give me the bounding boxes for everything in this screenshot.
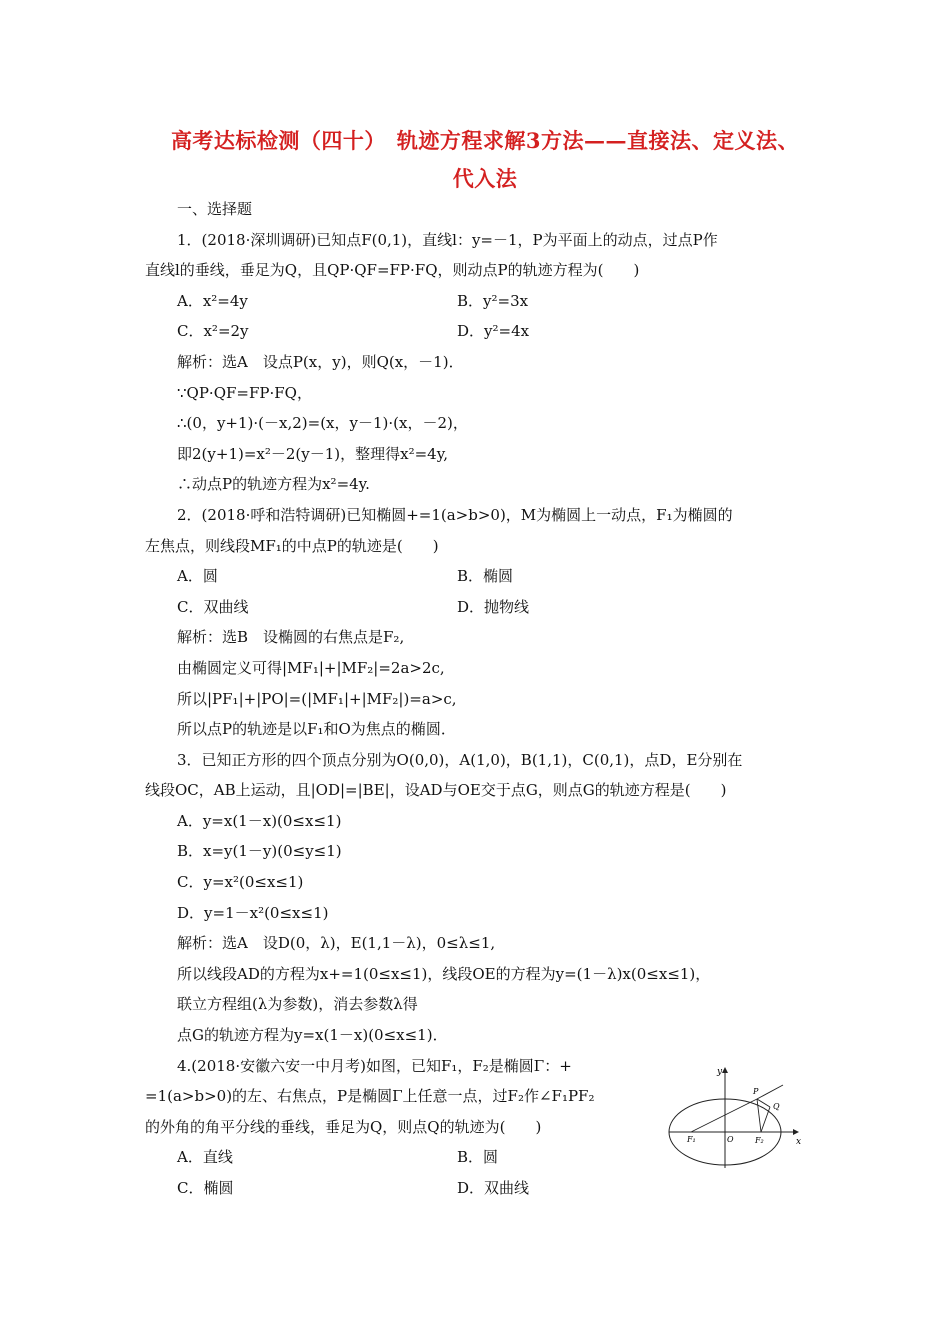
q2-solution-line: 所以|PF₁|+|PO|=(|MF₁|+|MF₂|)=a>c,: [177, 689, 457, 708]
q1-stem-1: 1．(2018·深圳调研)已知点F(0,1)，直线l：y=－1，P为平面上的动点，过点P作: [177, 230, 718, 249]
q3-option-c: C．y=x²(0≤x≤1): [177, 873, 304, 892]
q3-solution-line: 所以线段AD的方程为x+=1(0≤x≤1)，线段OE的方程为y=(1－λ)x(0≤x≤1)，: [177, 964, 711, 983]
q4-options-cd: [145, 1173, 809, 1204]
y-axis-label: y: [717, 1067, 723, 1077]
q4-stem-1: 4.(2018·安徽六安一中月考)如图，已知F₁，F₂是椭圆Γ：+: [177, 1056, 572, 1075]
q2-options-ab: [145, 561, 809, 592]
q1-solution-line: 解析：选A 设点P(x，y)，则Q(x，－1)．: [177, 352, 464, 371]
line-q-f2: [761, 1107, 770, 1132]
origin-label: O: [727, 1135, 734, 1144]
line-f1-p: [691, 1099, 757, 1132]
q3-solution-line: 点G的轨迹方程为y=x(1－x)(0≤x≤1)．: [177, 1026, 448, 1045]
q2-solution-line: 解析：选B 设椭圆的右焦点是F₂,: [177, 628, 405, 647]
q2-solution-line: 由椭圆定义可得|MF₁|+|MF₂|=2a>2c,: [177, 658, 445, 677]
title-line-1: 高考达标检测（四十） 轨迹方程求解3方法——直接法、定义法、: [170, 128, 800, 153]
ellipse-figure: [665, 1062, 805, 1170]
q3-option-d: D．y=1－x²(0≤x≤1): [177, 903, 329, 922]
line-p-extension: [757, 1085, 783, 1099]
q3-stem-1: 3．已知正方形的四个顶点分别为O(0,0)，A(1,0)，B(1,1)，C(0,1)，点D，E分别在: [177, 750, 743, 769]
q1-option-a: A．x²=4y: [177, 291, 248, 310]
q4-stem-2: =1(a>b>0)的左、右焦点，P是椭圆Γ上任意一点，过F₂作∠F₁PF₂: [145, 1087, 595, 1106]
q2-option-a: A．圆: [177, 567, 218, 586]
q3-option-a: A．y=x(1－x)(0≤x≤1): [177, 811, 342, 830]
q-label: Q: [773, 1102, 780, 1111]
q2-option-b: B．椭圆: [457, 567, 514, 586]
q1-solution-line: ∴(0，y+1)·(－x,2)=(x，y－1)·(x，－2)，: [177, 414, 468, 433]
q1-solution-line: ∴动点P的轨迹方程为x²=4y.: [177, 475, 370, 494]
q3-solution-line: 联立方程组(λ为参数)，消去参数λ得: [177, 995, 418, 1014]
q2-options-cd: [145, 592, 809, 623]
section-heading: 一、选择题: [177, 200, 253, 218]
q4-option-d: D．双曲线: [457, 1179, 530, 1197]
x-axis-label: x: [796, 1137, 802, 1147]
p-label: P: [753, 1087, 759, 1096]
q3-solution-line: 解析：选A 设D(0，λ)，E(1,1－λ)，0≤λ≤1,: [177, 934, 496, 953]
q2-stem-2: 左焦点，则线段MF₁的中点P的轨迹是( ): [145, 536, 439, 555]
q4-option-a: A．直线: [177, 1148, 233, 1167]
q1-solution-line: ∵QP·QF=FP·FQ，: [177, 383, 312, 402]
f2-label: F₂: [755, 1136, 764, 1145]
q4-stem-3: 的外角的角平分线的垂线，垂足为Q，则点Q的轨迹为( ): [145, 1117, 542, 1136]
q2-option-c: C．双曲线: [177, 597, 249, 616]
f1-label: F₁: [687, 1135, 696, 1144]
q1-option-c: C．x²=2y: [177, 322, 249, 341]
q3-option-b: B．x=y(1－y)(0≤y≤1): [177, 842, 342, 861]
line-p-f2: [757, 1099, 761, 1132]
q2-solution-line: 所以点P的轨迹是以F₁和O为焦点的椭圆．: [177, 720, 456, 739]
x-axis-arrow: [793, 1129, 799, 1135]
q1-options-ab: [145, 286, 809, 317]
q1-options-cd: [145, 316, 809, 347]
q2-stem-1: 2．(2018·呼和浩特调研)已知椭圆+=1(a>b>0)，M为椭圆上一动点，F₁为椭圆的: [177, 505, 733, 524]
q1-solution-line: 即2(y+1)=x²－2(y－1)，整理得x²=4y,: [177, 444, 448, 463]
q1-stem-2: 直线l的垂线，垂足为Q，且QP·QF=FP·FQ，则动点P的轨迹方程为( ): [145, 261, 640, 280]
title-line-2: 代入法: [452, 166, 518, 191]
q1-option-d: D．y²=4x: [457, 322, 530, 341]
document-body: [145, 194, 809, 1204]
q4-option-c: C．椭圆: [177, 1179, 234, 1197]
page-title: [140, 122, 830, 198]
q2-option-d: D．抛物线: [457, 597, 530, 616]
q4-option-b: B．圆: [457, 1148, 499, 1167]
y-axis-arrow: [722, 1067, 728, 1073]
q3-stem-2: 线段OC，AB上运动，且|OD|=|BE|，设AD与OE交于点G，则点G的轨迹方程是( ): [145, 781, 727, 800]
q1-option-b: B．y²=3x: [457, 291, 529, 310]
